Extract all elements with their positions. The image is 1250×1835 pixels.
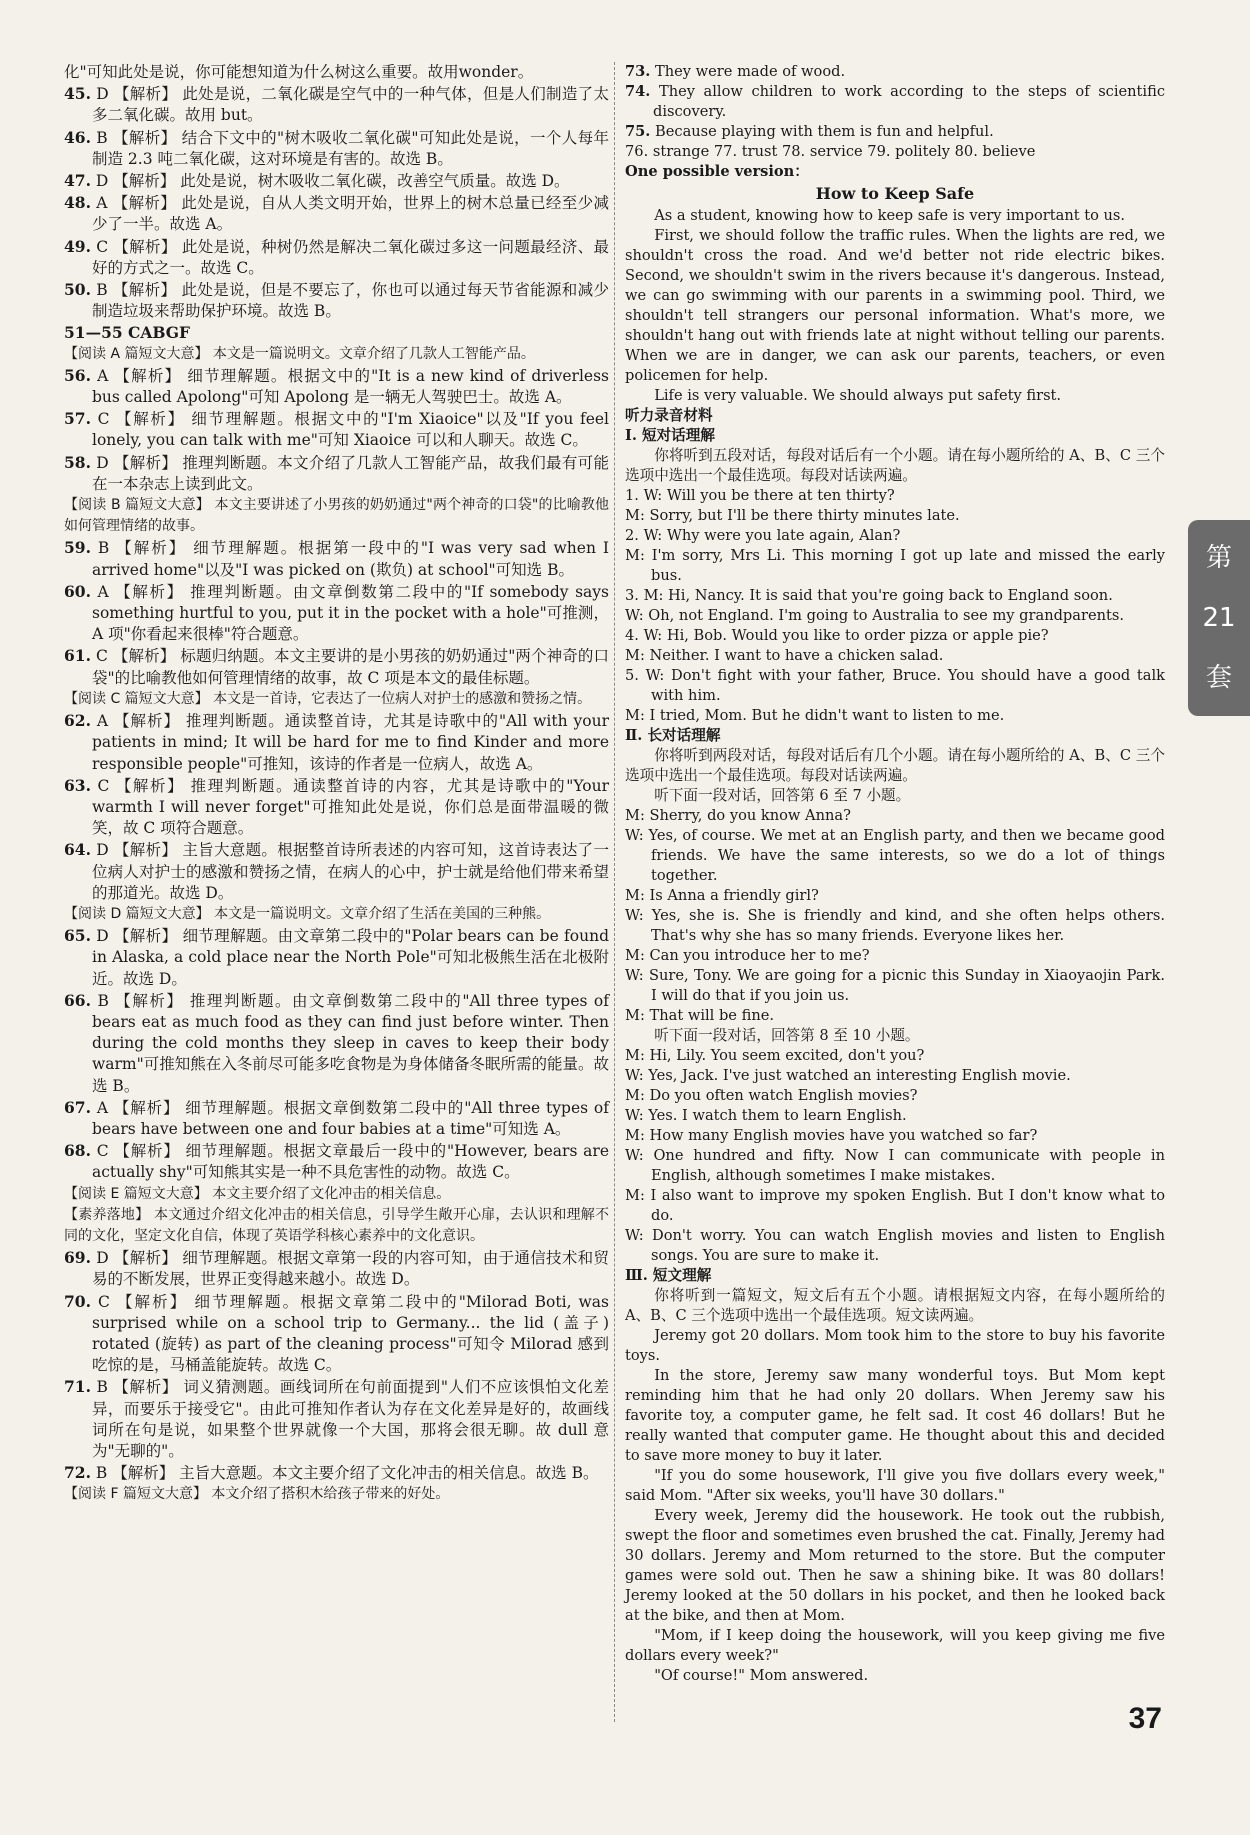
question-number: 63.: [64, 775, 91, 795]
dialogue-line: W: Sure, Tony. We are going for a picnic this Sunday in Xiaoyaojin Park. I will do that if you join us.: [625, 967, 1165, 1004]
answer-item: [64, 408, 609, 451]
paragraph: Jeremy got 20 dollars. Mom took him to the store to buy his favorite toys.: [625, 1327, 1165, 1364]
answer-text: They were made of wood.: [655, 63, 846, 80]
answer-item: [64, 1247, 609, 1290]
question-number: 62.: [64, 711, 91, 731]
answer-text: B 【解析】 细节理解题。根据第一段中的"I was very sad when I arrived home"以及"I was picked on (欺负) at school"可知选 B。: [92, 539, 609, 579]
question-number: 56.: [64, 365, 91, 385]
question-number: 57.: [64, 409, 91, 429]
answer-text: They allow children to work according to the steps of scientific discovery.: [653, 83, 1165, 120]
paragraph: Life is very valuable. We should always put safety first.: [654, 387, 1062, 404]
dialogue-line: M: I also want to improve my spoken English. But I don't know what to do.: [625, 1187, 1165, 1224]
dialogue-line: 2. W: Why were you late again, Alan?: [625, 527, 901, 544]
paragraph: 76. strange 77. trust 78. service 79. politely 80. believe: [625, 143, 1036, 160]
paragraph: 你将听到两段对话，每段对话后有几个小题。请在每小题所给的 A、B、C 三个选项中选出一个最佳选项。每段对话读两遍。: [625, 747, 1165, 784]
paragraph: "If you do some housework, I'll give you five dollars every week," said Mom. "After six weeks, you'll have 30 dollars.": [625, 1467, 1165, 1504]
question-number: 68.: [64, 1141, 91, 1161]
answer-item: [625, 122, 1165, 142]
answer-text: D 【解析】 主旨大意题。根据整首诗所表述的内容可知，这首诗表达了一位病人对护士的感激和赞扬之情，在病人的心中，护士就是给他们带来希望的那道光。故选 D。: [92, 841, 609, 902]
answer-text: C 【解析】 推理判断题。通读整首诗的内容，尤其是诗歌中的"Your warmth I will never forget"可推知此处是说，你们总是面带温暖的微笑，故 C 项符合题意。: [92, 776, 609, 838]
answer-text: C 【解析】 细节理解题。根据文中的"I'm Xiaoice"以及"If you feel lonely, you can talk with me"可知 Xiaoice 可以和人聊天。故选 C。: [92, 410, 609, 450]
dialogue-line: W: Don't worry. You can watch English movies and listen to English songs. You are sure to make it.: [625, 1227, 1165, 1264]
answer-text: C 【解析】 细节理解题。根据文章第二段中的"Milorad Boti, was surprised while on a school trip to Germany... the lid (盖子) rotated (旋转) as part of the cleaning process"可知令 Milorad 感到吃惊的是，马桶盖能旋转。故选 C。: [92, 1292, 610, 1375]
dialogue-line: 4. W: Hi, Bob. Would you like to order pizza or apple pie?: [625, 627, 1049, 644]
dialogue-line: 1. W: Will you be there at ten thirty?: [625, 487, 895, 504]
tab-char-1: 第: [1205, 543, 1232, 573]
passage-summary: 【阅读 A 篇短文大意】 本文是一篇说明文。文章介绍了几款人工智能产品。: [64, 345, 535, 362]
question-number: 49.: [64, 236, 91, 256]
answer-text: D 【解析】 细节理解题。根据文章第一段的内容可知，由于通信技术和贸易的不断发展，世界正变得越来越小。故选 D。: [92, 1249, 609, 1289]
question-number: 73.: [625, 63, 651, 80]
question-number: 60.: [64, 581, 91, 601]
question-number: 72.: [64, 1463, 91, 1483]
answer-text: D 【解析】 此处是说，树木吸收二氧化碳，改善空气质量。故选 D。: [95, 172, 570, 191]
answer-item: [64, 83, 609, 126]
passage-summary: 【阅读 F 篇短文大意】 本文介绍了搭积木给孩子带来的好处。: [64, 1486, 450, 1503]
dialogue-line: M: Neither. I want to have a chicken salad.: [625, 647, 944, 664]
passage-summary: 【阅读 C 篇短文大意】 本文是一首诗，它表达了一位病人对护士的感激和赞扬之情。: [64, 690, 592, 707]
section-heading: Ⅲ. 短文理解: [625, 1267, 712, 1284]
dialogue-line: M: That will be fine.: [625, 1007, 774, 1024]
question-number: 48.: [64, 193, 91, 213]
answer-item: [64, 537, 609, 580]
question-number: 47.: [64, 171, 91, 191]
question-number: 67.: [64, 1097, 91, 1117]
answer-item: [64, 1462, 609, 1484]
section-heading: Ⅰ. 短对话理解: [625, 427, 715, 444]
answer-item: [64, 839, 609, 904]
dialogue-line: W: Yes, she is. She is friendly and kind, and she often helps others. That's why she has so many friends. Everyone likes her.: [625, 907, 1165, 944]
question-number: 58.: [64, 452, 91, 472]
answer-text: B 【解析】 主旨大意题。本文主要介绍了文化冲击的相关信息。故选 B。: [95, 1464, 599, 1483]
answer-item: [64, 365, 609, 408]
left-column: [64, 62, 609, 1506]
page-number: 37: [1128, 1702, 1162, 1735]
answer-text: D 【解析】 此处是说，二氧化碳是空气中的一种气体，但是人们制造了太多二氧化碳。故用 but。: [92, 85, 609, 125]
answer-item: [64, 1291, 609, 1377]
answer-item: [64, 452, 609, 495]
dialogue-line: W: Oh, not England. I'm going to Australia to see my grandparents.: [625, 607, 1124, 624]
paragraph: 听下面一段对话，回答第 6 至 7 小题。: [654, 787, 911, 804]
question-number: 66.: [64, 990, 91, 1010]
dialogue-line: M: Hi, Lily. You seem excited, don't you?: [625, 1047, 925, 1064]
question-number: 45.: [64, 84, 91, 104]
paragraph: First, we should follow the traffic rules. When the lights are red, we shouldn't cross the road. And we'd better not ride electric bikes. Second, we shouldn't swim in the rivers because it's dangerous. Instead, we can go swimming with our parents in a swimming pool. Third, we shouldn't tell strangers our personal information. What's more, we shouldn't hang out with friends late at night without telling our parents. When we are in danger, we can ask our parents, teachers, or even policemen for help.: [625, 227, 1165, 384]
paragraph: 听下面一段对话，回答第 8 至 10 小题。: [654, 1027, 920, 1044]
paragraph: As a student, knowing how to keep safe is very important to us.: [654, 207, 1126, 224]
passage-summary: 【阅读 D 篇短文大意】 本文是一篇说明文。文章介绍了生活在美国的三种熊。: [64, 905, 551, 922]
passage-summary: 【素养落地】 本文通过介绍文化冲击的相关信息，引导学生敞开心扉，去认识和理解不同的文化，坚定文化自信，体现了英语学科核心素养中的文化意识。: [64, 1206, 609, 1244]
section-tab: [1188, 520, 1250, 716]
answer-text: D 【解析】 推理判断题。本文介绍了几款人工智能产品，故我们最有可能在一本杂志上读到此文。: [92, 453, 609, 493]
tab-number: 21: [1202, 603, 1236, 633]
paragraph: Every week, Jeremy did the housework. He took out the rubbish, swept the floor and sometimes even brushed the cat. Finally, Jeremy had 30 dollars. Jeremy and Mom returned to the store. But the computer games were sold out. Then he saw a shining bike. It was 80 dollars! Jeremy looked at the 50 dollars in his pocket, and then he looked back at the bike, and then at Mom.: [625, 1507, 1165, 1624]
answer-text: C 【解析】 细节理解题。根据文章最后一段中的"However, bears are actually shy"可知熊其实是一种不具危害性的动物。故选 C。: [92, 1142, 609, 1182]
dialogue-line: M: Do you often watch English movies?: [625, 1087, 918, 1104]
dialogue-line: W: One hundred and fifty. Now I can communicate with people in English, although sometimes I make mistakes.: [625, 1147, 1165, 1184]
answer-item: [64, 775, 609, 840]
answer-text: D 【解析】 细节理解题。由文章第二段中的"Polar bears can be found in Alaska, a cold place near the North Pole"可知北极熊生活在北极附近。故选 D。: [92, 927, 609, 988]
answer-text: A 【解析】 推理判断题。由文章倒数第二段中的"If somebody says something hurtful to you, put it in the pocket with a hole"可推测，A 项"你看起来很棒"符合题意。: [92, 582, 609, 644]
dialogue-line: M: Sorry, but I'll be there thirty minutes late.: [625, 507, 960, 524]
section-heading: One possible version：: [625, 163, 809, 180]
answer-item: [64, 710, 609, 775]
dialogue-line: W: Yes, of course. We met at an English party, and then we became good friends. We have the same interests, so we do a lot of things together.: [625, 827, 1165, 884]
answer-item: [64, 1376, 609, 1462]
column-divider: [614, 62, 615, 1722]
answer-text: A 【解析】 此处是说，自从人类文明开始，世界上的树木总量已经至少减少了一半。故选 A。: [92, 194, 609, 234]
answer-text: A 【解析】 推理判断题。通读整首诗，尤其是诗歌中的"All with your patients in mind; It will be hard for me to find Kinder and more responsible people"可推知，该诗的作者是一位病人，故选 A。: [92, 712, 609, 773]
question-number: 74.: [625, 83, 651, 100]
answer-text: B 【解析】 词义猜测题。画线词所在句前面提到"人们不应该惧怕文化差异，而要乐于接受它"。由此可推知作者认为存在文化差异是好的，故画线词所在句是说，如果整个世界就像一个大国，那将会很无聊。故 dull 意为"无聊的"。: [92, 1378, 609, 1460]
question-number: 65.: [64, 926, 91, 946]
answer-item: [64, 1140, 609, 1183]
question-number: 50.: [64, 280, 91, 300]
section-heading: Ⅱ. 长对话理解: [625, 727, 721, 744]
paragraph: "Mom, if I keep doing the housework, will you keep giving me five dollars every week?": [625, 1627, 1165, 1664]
dialogue-line: 3. M: Hi, Nancy. It is said that you're going back to England soon.: [625, 587, 1113, 604]
answer-item: [64, 170, 609, 192]
answer-text: Because playing with them is fun and helpful.: [655, 123, 994, 140]
dialogue-line: M: I tried, Mom. But he didn't want to listen to me.: [625, 707, 1005, 724]
answer-item: [64, 990, 609, 1097]
answer-item: [625, 62, 1165, 82]
paragraph: 化"可知此处是说，你可能想知道为什么树这么重要。故用wonder。: [64, 63, 534, 81]
question-number: 64.: [64, 840, 91, 860]
dialogue-line: M: Sherry, do you know Anna?: [625, 807, 851, 824]
tab-char-2: 套: [1205, 663, 1232, 693]
answer-item: [64, 127, 609, 170]
question-number: 70.: [64, 1291, 91, 1311]
paragraph: 你将听到五段对话，每段对话后有一个小题。请在每小题所给的 A、B、C 三个选项中选出一个最佳选项。每段对话读两遍。: [625, 447, 1165, 484]
dialogue-line: W: Yes. I watch them to learn English.: [625, 1107, 907, 1124]
dialogue-line: M: Can you introduce her to me?: [625, 947, 870, 964]
paragraph: "Of course!" Mom answered.: [654, 1667, 869, 1684]
answer-item: [64, 925, 609, 990]
answer-text: A 【解析】 细节理解题。根据文章倒数第二段中的"All three types of bears have between one and four babies at a time"可知选 A。: [92, 1098, 609, 1138]
answer-item: [64, 192, 609, 235]
paragraph: In the store, Jeremy saw many wonderful toys. But Mom kept reminding him that he had only 20 dollars. When Jeremy saw his favorite toy, a computer game, he felt sad. It cost 46 dollars! But he really wanted that computer game. He thought about this and decided to save more money to buy it later.: [625, 1367, 1165, 1464]
answer-text: A 【解析】 细节理解题。根据文中的"It is a new kind of driverless bus called Apolong"可知 Apolong 是一辆无人驾驶巴士。故选 A。: [92, 366, 609, 407]
section-heading: 51—55 CABGF: [64, 323, 191, 343]
question-number: 71.: [64, 1377, 91, 1397]
section-heading: 听力录音材料: [625, 407, 713, 424]
dialogue-line: 5. W: Don't fight with your father, Bruce. You should have a good talk with him.: [625, 667, 1165, 704]
question-number: 46.: [64, 127, 91, 147]
answer-text: B 【解析】 结合下文中的"树木吸收二氧化碳"可知此处是说，一个人每年制造 2.3 吨二氧化碳，这对环境是有害的。故选 B。: [92, 128, 609, 168]
passage-summary: 【阅读 B 篇短文大意】 本文主要讲述了小男孩的奶奶通过"两个神奇的口袋"的比喻教他如何管理情绪的故事。: [64, 497, 609, 535]
answer-item: [64, 236, 609, 279]
question-number: 61.: [64, 646, 91, 666]
question-number: 75.: [625, 123, 651, 140]
dialogue-line: M: How many English movies have you watched so far?: [625, 1127, 1038, 1144]
answer-item: [64, 279, 609, 322]
answer-item: [625, 82, 1165, 122]
answer-item: [64, 1097, 609, 1140]
answer-text: C 【解析】 此处是说，种树仍然是解决二氧化碳过多这一问题最经济、最好的方式之一。故选 C。: [92, 237, 609, 277]
paragraph: 你将听到一篇短文，短文后有五个小题。请根据短文内容，在每小题所给的 A、B、C 三个选项中选出一个最佳选项。短文读两遍。: [625, 1287, 1165, 1324]
answer-text: B 【解析】 此处是说，但是不要忘了，你也可以通过每天节省能源和减少制造垃圾来帮助保护环境。故选 B。: [92, 281, 609, 321]
right-column: [625, 62, 1165, 1686]
dialogue-line: M: I'm sorry, Mrs Li. This morning I got up late and missed the early bus.: [625, 547, 1165, 584]
dialogue-line: M: Is Anna a friendly girl?: [625, 887, 819, 904]
answer-item: [64, 645, 609, 688]
dialogue-line: W: Yes, Jack. I've just watched an interesting English movie.: [625, 1067, 1071, 1084]
answer-text: B 【解析】 推理判断题。由文章倒数第二段中的"All three types of bears eat as much food as they can find just before winter. Then during the cold months they sleep in caves to keep their body warm"可推知熊在入冬前尽可能多吃食物是为身体储备冬眠所需的能量。故选 B。: [92, 991, 609, 1095]
essay-title: How to Keep Safe: [815, 184, 975, 203]
answer-item: [64, 581, 609, 646]
answer-text: C 【解析】 标题归纳题。本文主要讲的是小男孩的奶奶通过"两个神奇的口袋"的比喻教他如何管理情绪的故事，故 C 项是本文的最佳标题。: [92, 647, 609, 687]
question-number: 69.: [64, 1248, 91, 1268]
question-number: 59.: [64, 538, 91, 558]
passage-summary: 【阅读 E 篇短文大意】 本文主要介绍了文化冲击的相关信息。: [64, 1185, 451, 1202]
